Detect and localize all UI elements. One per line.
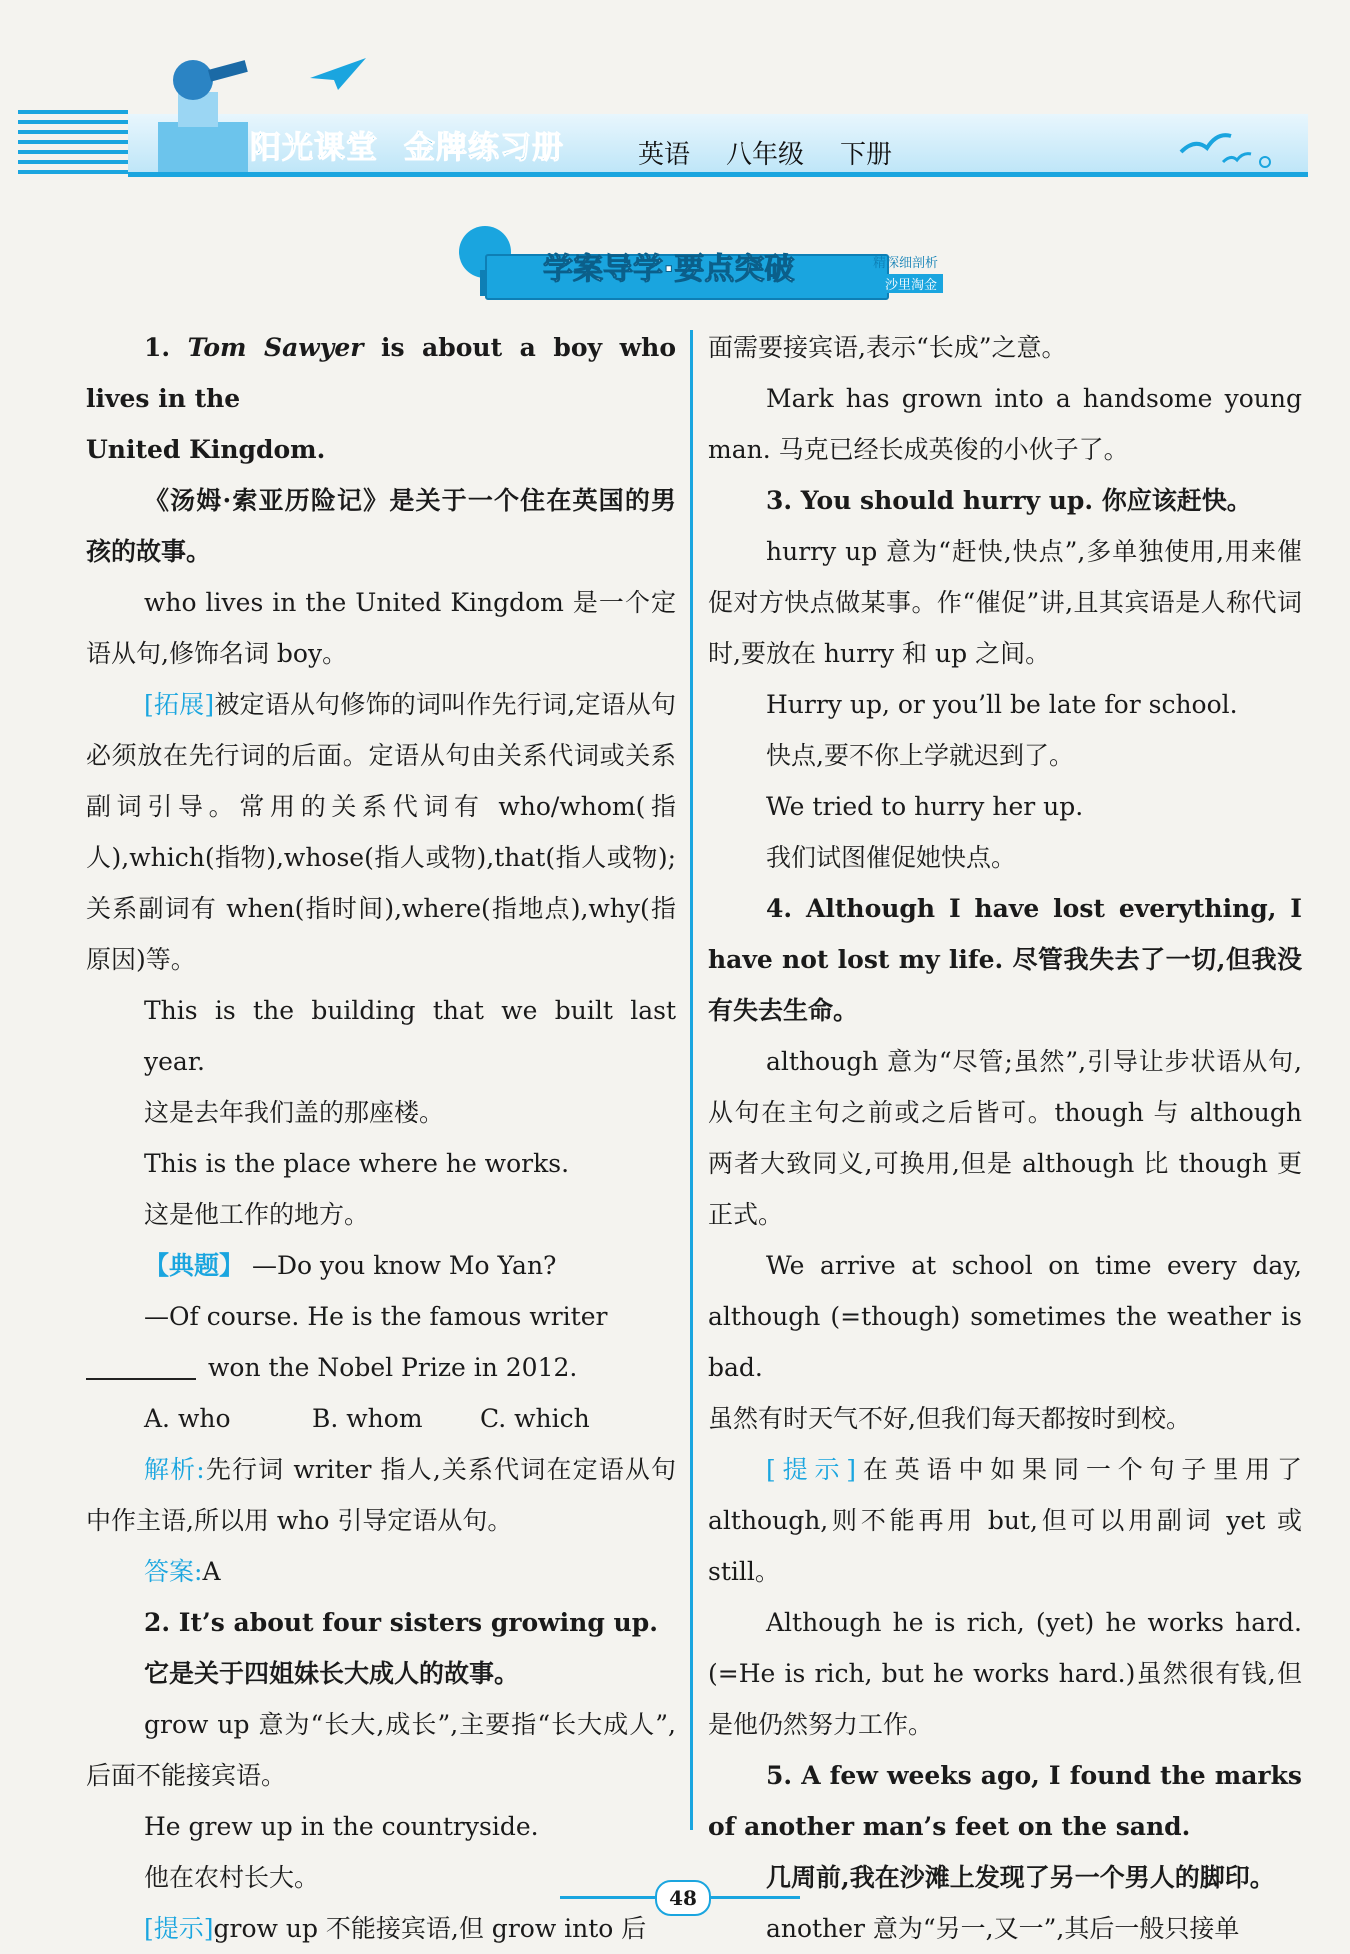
example-sentence: Hurry up, or you’ll be late for school. — [766, 690, 1238, 719]
book-info — [638, 134, 928, 171]
section-banner — [425, 222, 965, 300]
example-sentence: This is the building that we built last year. — [144, 996, 676, 1076]
item-1-title: 1. Tom Sawyer is about a boy who lives in the — [86, 333, 676, 413]
paper-plane-icon — [308, 56, 368, 96]
option-b: B. whom — [312, 1404, 423, 1433]
answer-tag: 答案: — [144, 1557, 203, 1586]
example-sentence: Although he is rich, (yet) he works hard. (=He is rich, but he works hard.)虽然很有钱,但是他仍然努力工作。 — [708, 1608, 1302, 1739]
tip-tag: [提示] — [144, 1914, 214, 1943]
analysis: 解析:先行词 writer 指人,关系代词在定语从句中作主语,所以用 who 引导定语从句。 — [86, 1455, 676, 1535]
item-2-title: 2. It’s about four sisters growing up. — [144, 1608, 658, 1637]
example-translation: 这是他工作的地方。 — [144, 1200, 370, 1229]
column-divider — [690, 330, 693, 1830]
brand-title — [250, 122, 590, 167]
banner-title: 学案导学·要点突破 — [543, 252, 795, 287]
item-3-title: 3. You should hurry up. 你应该赶快。 — [766, 486, 1252, 515]
page-header — [18, 52, 1293, 182]
answer: 答案:A — [144, 1557, 221, 1586]
subject-label: 英语 — [638, 140, 691, 170]
volume-label: 下册 — [840, 140, 893, 170]
analysis-tag: 解析: — [144, 1455, 205, 1484]
item-5-explanation: another 意为“另一,又一”,其后一般只接单 — [766, 1914, 1240, 1943]
item-1-title-cont: United Kingdom. — [86, 435, 326, 464]
example-translation: 快点,要不你上学就迟到了。 — [766, 741, 1074, 770]
item-4-title: 4. Although I have lost everything, I have not lost my life. 尽管我失去了一切,但我没有失去生命。 — [708, 894, 1302, 1025]
item-1-extension: [拓展]被定语从句修饰的词叫作先行词,定语从句必须放在先行词的后面。定语从句由关系代词或关系副词引导。常用的关系代词有 who/whom(指人),which(指物),whose(指人或物),that(指人或物);关系副词有 when(指时间),where(指地点),why(指原因)等。 — [86, 690, 676, 974]
brand-name-2: 金牌练习册 — [404, 130, 564, 166]
brand-name-1: 阳光课堂 — [250, 130, 378, 166]
extension-tag: [拓展] — [144, 690, 215, 719]
question-blank-line: won the Nobel Prize in 2012. — [86, 1342, 676, 1393]
option-a: A. who — [144, 1404, 231, 1433]
question-tag: 【典题】 — [144, 1251, 245, 1280]
example-translation: 他在农村长大。 — [144, 1863, 320, 1892]
banner-subtitle-1: 精深细剖析 — [873, 256, 939, 271]
example-sentence: Mark has grown into a handsome young man. 马克已经长成英俊的小伙子了。 — [708, 384, 1302, 464]
banner-subtitle-2: 沙里淘金 — [879, 274, 943, 293]
page-number: 48 — [655, 1880, 711, 1916]
tip-tag: [提示] — [766, 1455, 857, 1484]
question-line: —Of course. He is the famous writer — [144, 1302, 608, 1331]
right-column — [708, 322, 1302, 1954]
item-2-translation: 它是关于四姐妹长大成人的故事。 — [144, 1659, 520, 1688]
item-4-tip: [提示]在英语中如果同一个句子里用了 although,则不能再用 but,但可以用副词 yet 或 still。 — [708, 1455, 1302, 1586]
item-5-translation: 几周前,我在沙滩上发现了另一个男人的脚印。 — [766, 1863, 1275, 1892]
item-1-translation: 《汤姆·索亚历险记》是关于一个住在英国的男孩的故事。 — [86, 486, 676, 566]
item-4-explanation: although 意为“尽管;虽然”,引导让步状语从句,从句在主句之前或之后皆可。though 与 although 两者大致同义,可换用,但是 although 比 though 更正式。 — [708, 1047, 1302, 1229]
example-sentence: This is the place where he works. — [144, 1149, 570, 1178]
answer-blank — [86, 1377, 196, 1380]
item-2-tip-cont: 面需要接宾语,表示“长成”之意。 — [708, 333, 1067, 362]
example-sentence: We tried to hurry her up. — [766, 792, 1084, 821]
example-translation: 虽然有时天气不好,但我们每天都按时到校。 — [708, 1404, 1191, 1433]
seagulls-icon — [1173, 118, 1283, 178]
answer-options — [86, 1393, 676, 1444]
grade-label: 八年级 — [726, 140, 805, 170]
example-translation: 我们试图催促她快点。 — [766, 843, 1017, 872]
header-stripes — [18, 110, 128, 174]
left-column — [86, 322, 676, 1954]
page-footer — [560, 1868, 800, 1918]
item-2-tip: [提示]grow up 不能接宾语,但 grow into 后 — [144, 1914, 647, 1943]
example-sentence: He grew up in the countryside. — [144, 1812, 539, 1841]
item-2-explanation: grow up 意为“长大,成长”,主要指“长大成人”,后面不能接宾语。 — [86, 1710, 676, 1790]
item-5-title: 5. A few weeks ago, I found the marks of another man’s feet on the sand. — [708, 1761, 1302, 1841]
item-1-explanation: who lives in the United Kingdom 是一个定语从句,修饰名词 boy。 — [86, 588, 676, 668]
item-3-explanation: hurry up 意为“赶快,快点”,多单独使用,用来催促对方快点做某事。作“催促”讲,且其宾语是人称代词时,要放在 hurry 和 up 之间。 — [708, 537, 1302, 668]
example-sentence: We arrive at school on time every day, although (=though) sometimes the weather is bad. — [708, 1251, 1302, 1382]
example-translation: 这是去年我们盖的那座楼。 — [144, 1098, 445, 1127]
option-c: C. which — [480, 1404, 590, 1433]
boy-telescope-logo-icon — [148, 52, 258, 172]
typical-question: 【典题】 —Do you know Mo Yan? — [144, 1251, 557, 1280]
